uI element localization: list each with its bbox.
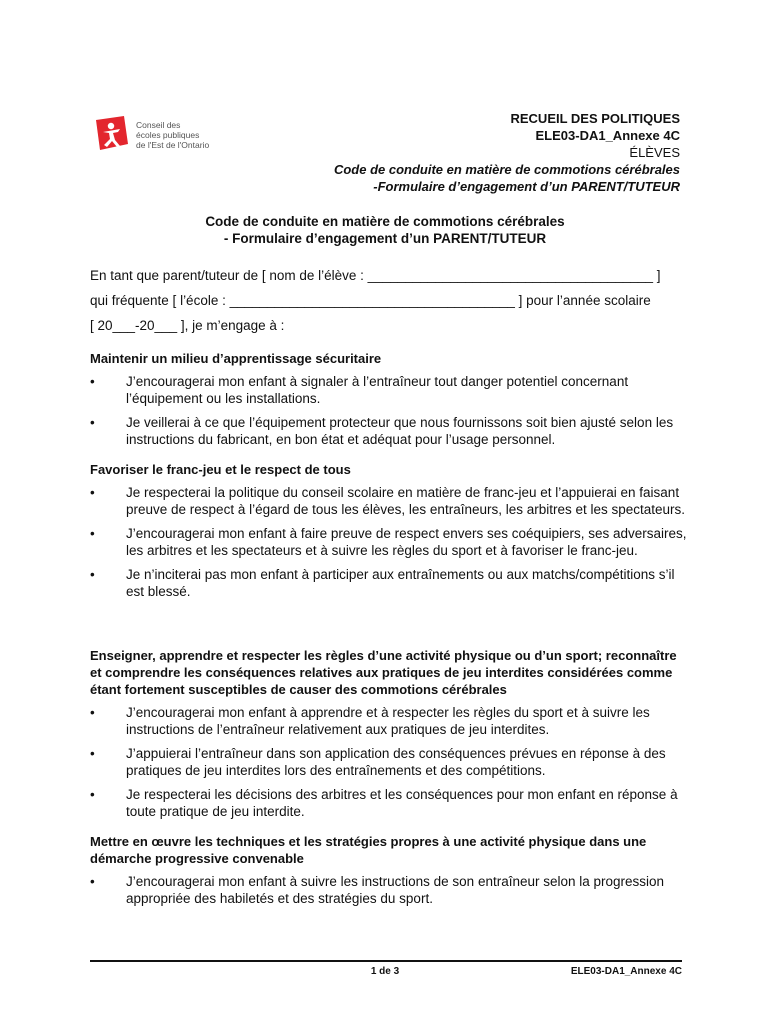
logo-line: de l'Est de l'Ontario <box>136 140 210 150</box>
footer-rule <box>90 960 682 962</box>
section-rules <box>90 647 690 828</box>
list-item: • J’appuierai l’entraîneur dans son application des conséquences prévues en réponse à des pratiques de jeu interdites lors des entraînements et des compétitions. <box>90 746 666 778</box>
policy-category: ÉLÈVES <box>629 145 680 160</box>
section-progression <box>90 833 690 915</box>
list-item: • J’encouragerai mon enfant à signaler à l’entraîneur tout danger potentiel concernant l’équipement ou les installations. <box>90 374 629 406</box>
bullet: • <box>90 567 95 582</box>
page-title <box>0 213 770 247</box>
bullet: • <box>90 705 95 720</box>
policy-code: ELE03-DA1_Annexe 4C <box>535 128 680 143</box>
policy-collection: RECUEIL DES POLITIQUES <box>510 111 680 126</box>
intro-school-line: qui fréquente [ l’école : ______________________________________ ] pour l’année scolaire <box>90 293 651 308</box>
bullet: • <box>90 485 95 500</box>
section-title: Maintenir un milieu d’apprentissage sécuritaire <box>90 351 382 366</box>
intro-student-line: En tant que parent/tuteur de [ nom de l’élève : ______________________________________ ] <box>90 268 661 283</box>
logo-icon <box>94 114 136 154</box>
list-item: • J’encouragerai mon enfant à apprendre et à respecter les règles du sport et à suivre les instructions de l’entraîneur relativement aux pratiques de jeu interdites. <box>90 705 650 737</box>
bullet-list <box>90 485 690 600</box>
bullet: • <box>90 787 95 802</box>
list-item: • J’encouragerai mon enfant à faire preuve de respect envers ses coéquipiers, ses adversaires, les arbitres et les spectateurs et à suivre les règles du sport et à favoriser le franc-jeu. <box>90 526 687 558</box>
list-item: • Je respecterai la politique du conseil scolaire en matière de franc-jeu et l’appuierai en faisant preuve de respect à l’égard de tous les élèves, les entraîneurs, les arbitres et les spectateurs. <box>90 485 686 517</box>
intro-year-line: [ 20___-20___ ], je m’engage à : <box>90 318 285 333</box>
logo-line: écoles publiques <box>136 130 200 140</box>
footer-reference: ELE03-DA1_Annexe 4C <box>570 966 682 977</box>
policy-header <box>334 110 680 195</box>
logo-text <box>136 120 209 150</box>
section-title: Enseigner, apprendre et respecter les règles d’une activité physique ou d’un sport; reconnaître et comprendre les conséquences relatives aux pratiques de jeu interdites considérées comme étant fortement susceptibles de causer des commotions cérébrales <box>90 648 677 697</box>
list-item: • Je veillerai à ce que l’équipement protecteur que nous fournissons soit bien ajusté selon les instructions du fabricant, en bon état et adéquat pour l’usage personnel. <box>90 415 674 447</box>
title-line: - Formulaire d’engagement d’un PARENT/TUTEUR <box>223 231 547 246</box>
section-title: Mettre en œuvre les techniques et les stratégies propres à une activité physique dans une démarche progressive convenable <box>90 834 647 866</box>
section-title: Favoriser le franc-jeu et le respect de tous <box>90 462 351 477</box>
bullet: • <box>90 874 95 889</box>
bullet-list <box>90 874 690 907</box>
page-number: 1 de 3 <box>370 966 400 977</box>
list-item: • Je n’inciterai pas mon enfant à participer aux entraînements ou aux matchs/compétitions s’il est blessé. <box>90 567 675 599</box>
bullet-list <box>90 705 690 820</box>
bullet: • <box>90 746 95 761</box>
title-line: Code de conduite en matière de commotions cérébrales <box>205 214 565 229</box>
bullet: • <box>90 415 95 430</box>
section-fair-play <box>90 461 690 608</box>
policy-form-name: -Formulaire d’engagement d’un PARENT/TUTEUR <box>373 179 680 194</box>
logo-line: Conseil des <box>136 120 181 130</box>
policy-subject: Code de conduite en matière de commotions cérébrales <box>333 162 680 177</box>
bullet: • <box>90 374 95 389</box>
bullet-list <box>90 374 690 448</box>
bullet: • <box>90 526 95 541</box>
list-item: • Je respecterai les décisions des arbitres et les conséquences pour mon enfant en réponse à toute pratique de jeu interdite. <box>90 787 678 819</box>
section-safe-environment <box>90 350 690 456</box>
list-item: • J’encouragerai mon enfant à suivre les instructions de son entraîneur selon la progression appropriée des habiletés et des stratégies du sport. <box>90 874 665 906</box>
